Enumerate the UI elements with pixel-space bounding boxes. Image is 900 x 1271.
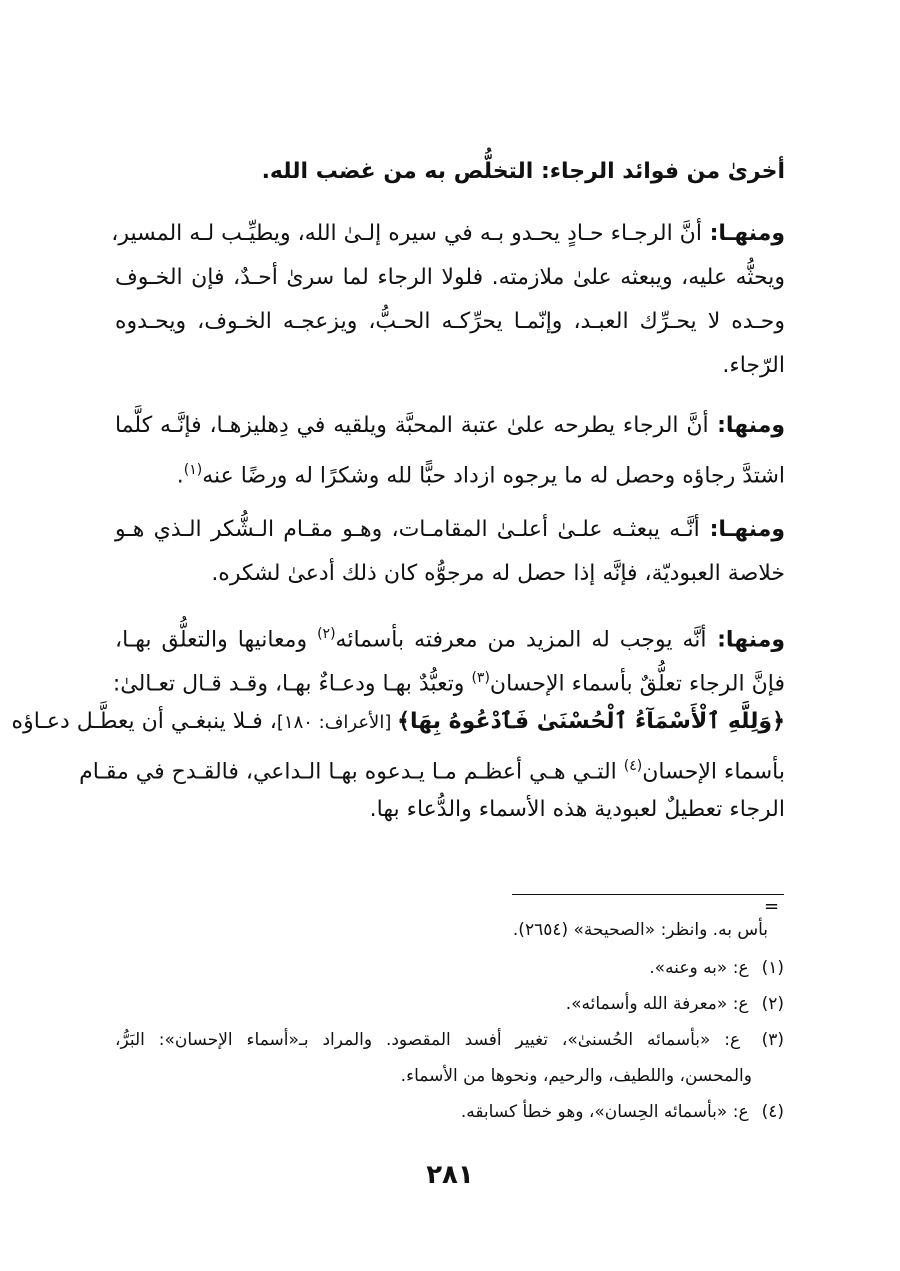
footnote-4-text: ع: «بأسمائه الحِسان»، وهو خطأ كسابقه. (460, 1102, 749, 1122)
footnote-4 (300, 1096, 784, 1128)
footnote-ref-3[interactable]: (٣) (471, 670, 490, 686)
footnote-1-text: ع: «به وعنه». (649, 958, 749, 978)
p2-line-2 (115, 448, 785, 492)
p4-lead: ومنها: (706, 627, 785, 653)
footnote-3 (115, 1024, 784, 1056)
footnote-3-text: ع: «بأسمائه الحُسنىٰ»، تغيير أفسد المقصود. والمراد بـ«أسماء الإحسان»: البَرُّ، (115, 1030, 741, 1050)
p3-lead: ومنهـا: (699, 517, 785, 542)
quran-verse: ﴿وَلِلَّهِ ٱلْأَسْمَآءُ ٱلْحُسْنَىٰ فَٱدْعُوهُ بِهَا﴾ (397, 709, 785, 734)
p1-lead: ومنهـا: (701, 221, 785, 246)
footnote-1-number: (١) (761, 958, 784, 978)
footnote-4-number: (٤) (761, 1102, 784, 1122)
intro-line: أخرىٰ من فوائد الرجاء: التخلُّص به من غضب الله. (261, 159, 785, 184)
p1-line-2: ويحثُّه عليه، ويبعثه علىٰ ملازمته. فلولا الرجاء لما سرىٰ أحـدٌ، فإن الخـوف (115, 265, 785, 290)
footnote-1 (300, 952, 784, 984)
p4-line-3 (11, 700, 785, 744)
p3-line-1 (115, 508, 785, 552)
verse-citation: [الأعراف: ١٨٠] (276, 712, 398, 733)
p4-text-4a: بأسماء الإحسان (642, 759, 785, 785)
footnote-ref-1[interactable]: (١) (183, 462, 203, 478)
footnote-continued: بأس به. وانظر: «الصحيحة» (٢٦٥٤). (512, 920, 768, 940)
p4-text-1b: ومعانيها والتعلُّق بهـا، (115, 627, 318, 653)
p4-line-4 (79, 744, 785, 788)
p1-line-1 (111, 212, 785, 256)
p4-line-5: الرجاء تعطيلٌ لعبودية هذه الأسماء والدُّعاء بها. (369, 797, 785, 822)
p1-line-3: وحـده لا يحـرِّك العبـد، وإنّمـا يحرِّكـه الحـبُّ، ويزعجـه الخـوف، ويحـدوه (115, 309, 785, 334)
p4-text-1a: أنَّه يوجب له المزيد من معرفته بأسمائه (335, 627, 707, 653)
footnote-3-continued: والمحسن، واللطيف، والرحيم، ونحوها من الأسماء. (400, 1066, 752, 1086)
footnote-2 (300, 988, 784, 1020)
p1-text-1: أنَّ الرجـاء حـادٍ يحـدو بـه في سيره إلـىٰ الله، ويطيِّـب لـه المسير، (111, 221, 702, 246)
footnote-ref-2[interactable]: (٢) (317, 626, 336, 642)
footnote-separator (512, 894, 784, 895)
p2-lead: ومنها: (708, 413, 785, 438)
p4-text-4b: التـي هـي أعظـم مـا يـدعوه بهـا الـداعي، فالقـدح في مقـام (79, 759, 624, 785)
p2-end: . (176, 463, 184, 489)
p2-text-2: اشتدَّ رجاؤه وحصل له ما يرجوه ازداد حبًّا لله وشكرًا له ورضًا عنه (202, 463, 785, 489)
p3-line-2: خلاصة العبوديّة، فإنَّه إذا حصل له مرجوُّه كان ذلك أدعىٰ لشكره. (211, 561, 785, 586)
p2-line-1 (115, 404, 785, 448)
footnote-3-number: (٣) (761, 1030, 785, 1050)
page-number: ٢٨١ (426, 1160, 474, 1190)
footnote-2-number: (٢) (761, 994, 784, 1014)
p2-text-1: أنَّ الرجاء يطرحه علىٰ عتبة المحبَّة ويلقيه في دِهليزهـا، فإنَّـه كلَّما (115, 413, 709, 438)
p4-line-2 (112, 656, 785, 700)
footnote-ref-4[interactable]: (٤) (623, 758, 643, 774)
continued-mark: = (764, 896, 780, 917)
p3-text-1: أنَّـه يبعثـه علـىٰ أعلـىٰ المقامـات، وهـو مقـام الـشُّكر الـذي هـو (115, 517, 700, 542)
p4-line-1 (115, 612, 785, 656)
p1-line-4: الرّجاء. (722, 353, 785, 378)
p4-text-2a: فإنَّ الرجاء تعلُّقٌ بأسماء الإحسان (489, 671, 785, 697)
footnote-2-text: ع: «معرفة الله وأسمائه». (565, 994, 749, 1014)
p4-text-2b: وتعبُّدٌ بهـا ودعـاءٌ بهـا، وقـد قـال تعـالىٰ: (112, 671, 472, 697)
p4-text-3b: ، فـلا ينبغـي أن يعطَّـل دعـاؤه (11, 709, 277, 734)
